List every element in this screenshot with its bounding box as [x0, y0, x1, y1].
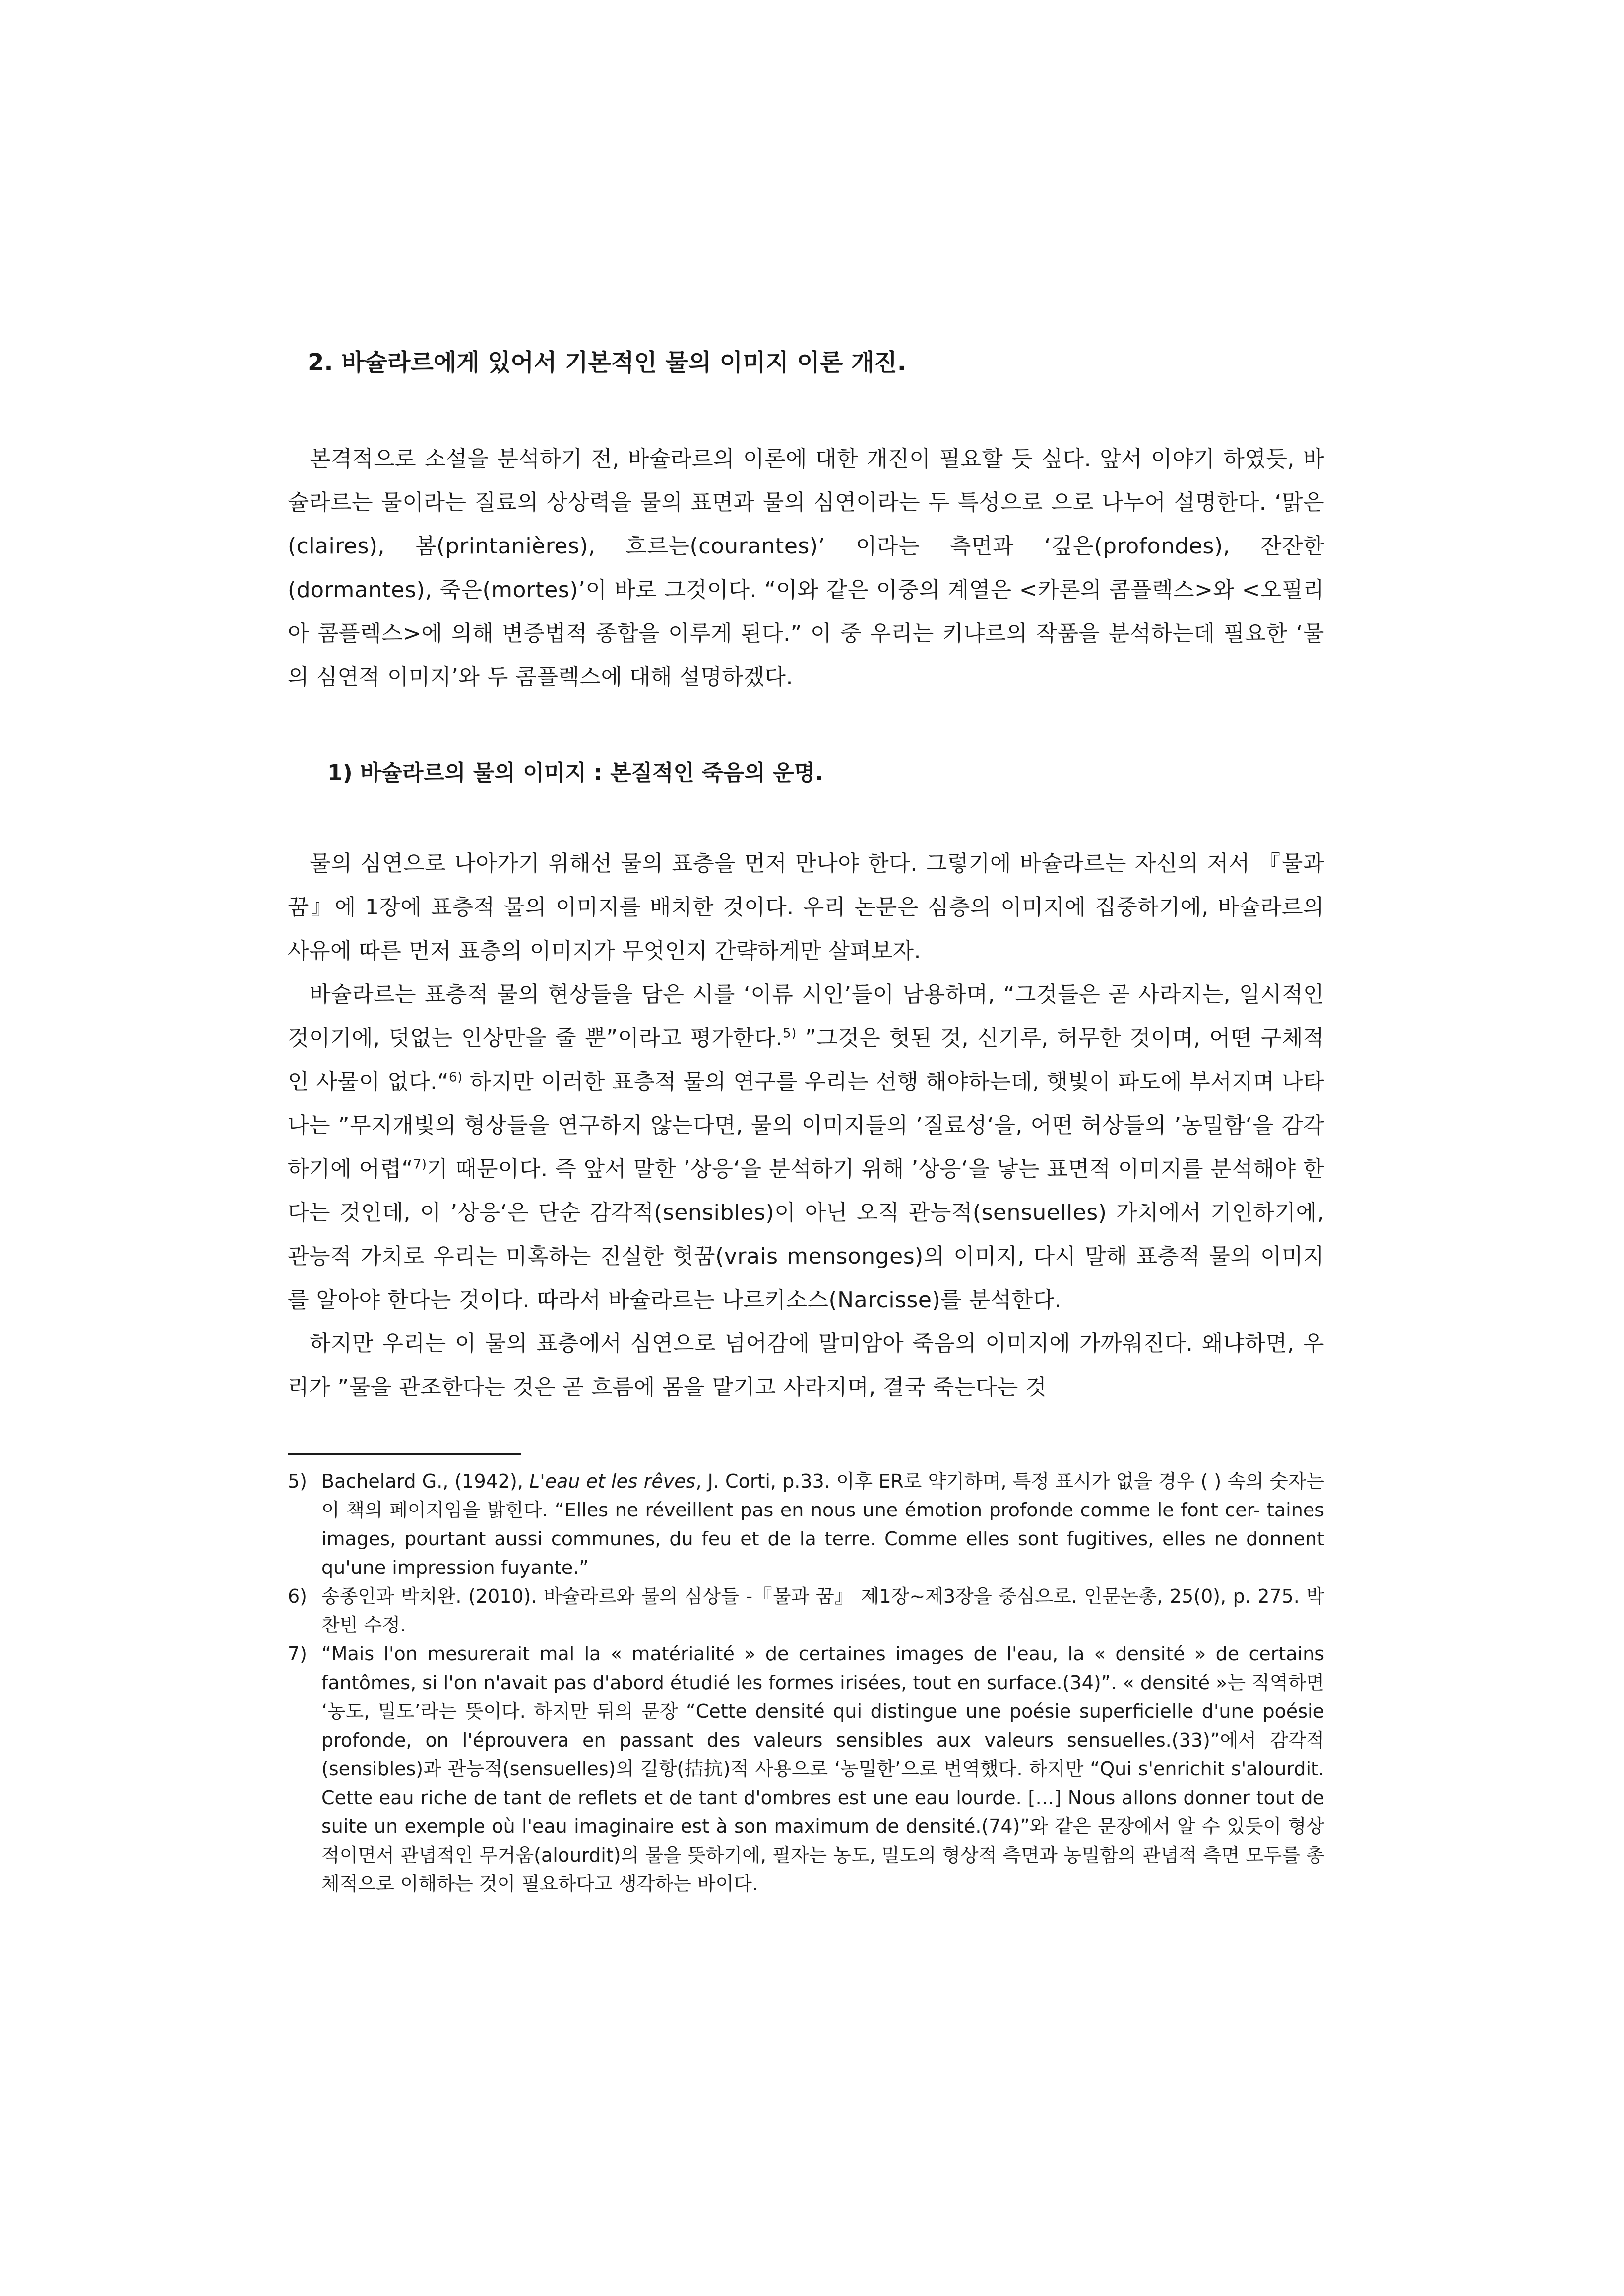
footnote-ref-5: 5)	[783, 1026, 797, 1041]
paragraph-2-text-part-4: 기 때문이다. 즉 앞서 말한 ’상응‘을 분석하기 위해 ’상응‘을 낳는 표면적 이미지를 분석해야 한다는 것인데, 이 ’상응‘은 단순 감각적(sensibles)이 아닌 오직 관능적(sensuelles) 가치에서 기인하기에, 관능적 가치로 우리는 미혹하는 진실한 헛꿈(vrais mensonges)의 이미지, 다시 말해 표층적 물의 이미지를 알아야 한다는 것이다. 따라서 바슐라르는 나르키소스(Narcisse)를 분석한다.	[288, 1156, 1324, 1313]
footnote-citation-prefix: Bachelard G., (1942),	[321, 1470, 530, 1492]
footnote-6	[288, 1582, 1324, 1639]
paragraph-2-text-part-2: ”그것은 헛된 것, 신기루, 허무한 것이며, 어떤 구체적인 사물이 없다.“	[288, 1025, 1324, 1094]
body-paragraph-1: 물의 심연으로 나아가기 위해선 물의 표층을 먼저 만나야 한다. 그렇기에 바슐라르는 자신의 저서 『물과 꿈』에 1장에 표층적 물의 이미지를 배치한 것이다. 우리 논문은 심층의 이미지에 집중하기에, 바슐라르의 사유에 따른 먼저 표층의 이미지가 무엇인지 간략하게만 살펴보자.	[288, 850, 1325, 964]
footnote-7	[288, 1639, 1324, 1898]
paragraph-2-text-part-3: 하지만 이러한 표층적 물의 연구를 우리는 선행 해야하는데, 햇빛이 파도에 부서지며 나타나는 ”무지개빛의 형상들을 연구하지 않는다면, 물의 이미지들의 ’질료성‘을, 어떤 허상들의 ’농밀함‘을 감각하기에 어렵“	[288, 1069, 1324, 1182]
footnote-text: 송종인과 박치완. (2010). 바슐라르와 물의 심상들 -『물과 꿈』 제1장~제3장을 중심으로. 인문논총, 25(0), p. 275. 박찬빈 수정.	[321, 1585, 1324, 1636]
paragraph-2-text-part-1: 바슐라르는 표층적 물의 현상들을 담은 시를 ‘이류 시인’들이 남용하며, “그것들은 곧 사라지는, 일시적인 것이기에, 덧없는 인상만을 줄 뿐”이라고 평가한다.	[288, 981, 1324, 1051]
footnote-citation-rest: , J. Corti, p.33. 이후 ER로 약기하며, 특정 표시가 없을 경우 ( ) 속의 숫자는 이 책의 페이지임을 밝힌다. “Elles ne réveillent pas en nous une émotion profonde comme le font cer- taines images, pourtant aussi communes, du feu et de la terre. Comme elles sont fugitives, elles ne donnent qu'une impression fuyante.”	[321, 1470, 1325, 1578]
body-paragraph-2	[288, 973, 1324, 1322]
footnote-number: 6)	[288, 1585, 308, 1607]
footnote-divider	[288, 1453, 521, 1455]
section-title: 2. 바슐라르에게 있어서 기본적인 물의 이미지 이론 개진.	[308, 349, 906, 376]
body-paragraph-3: 하지만 우리는 이 물의 표층에서 심연으로 넘어감에 말미암아 죽음의 이미지에 가까워진다. 왜냐하면, 우리가 ”물을 관조한다는 것은 곧 흐름에 몸을 맡기고 사라지며, 결국 죽는다는 것	[288, 1330, 1324, 1400]
footnote-ref-6: 6)	[448, 1069, 463, 1085]
intro-paragraph: 본격적으로 소설을 분석하기 전, 바슐라르의 이론에 대한 개진이 필요할 듯 싶다. 앞서 이야기 하였듯, 바슐라르는 물이라는 질료의 상상력을 물의 표면과 물의 심연이라는 두 특성으로 으로 나누어 설명한다. ‘맑은(claires), 봄(printanières), 흐르는(courantes)’ 이라는 측면과 ‘깊은(profondes), 잔잔한(dormantes), 죽은(mortes)’이 바로 그것이다. “이와 같은 이중의 계열은 <카론의 콤플렉스>와 <오필리아 콤플렉스>에 의해 변증법적 종합을 이루게 된다.” 이 중 우리는 키냐르의 작품을 분석하는데 필요한 ‘물의 심연적 이미지’와 두 콤플렉스에 대해 설명하겠다.	[288, 446, 1324, 690]
footnote-number: 7)	[288, 1643, 308, 1665]
main-content	[288, 347, 1324, 1409]
footnote-ref-7: 7)	[413, 1156, 427, 1172]
subsection-title: 1) 바슐라르의 물의 이미지 : 본질적인 죽음의 운명.	[327, 760, 823, 786]
footnote-text	[321, 1467, 1324, 1582]
footnote-number: 5)	[288, 1470, 308, 1492]
footnote-book-title: L'eau et les rêves	[529, 1470, 696, 1492]
footnote-text: “Mais l'on mesurerait mal la « matérialité » de certaines images de l'eau, la « densité » de certains fantômes, si l'on n'avait pas d'abord étudié les formes irisées, tout en surface.(34)”. « densité »는 직역하면 ‘농도, 밀도’라는 뜻이다. 하지만 뒤의 문장 “Cette densité qui distingue une poésie superficielle d'une poésie profonde, on l'éprouvera en passant des valeurs sensibles aux valeurs sensuelles.(33)”에서 감각적(sensibles)과 관능적(sensuelles)의 길항(拮抗)적 사용으로 ‘농밀한’으로 번역했다. 하지만 “Qui s'enrichit s'alourdit. Cette eau riche de tant de reflets et de tant d'ombres est une eau lourde. […] Nous allons donner tout de suite un exemple où l'eau imaginaire est à son maximum de densité.(74)”와 같은 문장에서 알 수 있듯이 형상적이면서 관념적인 무거움(alourdit)의 물을 뜻하기에, 필자는 농도, 밀도의 형상적 측면과 농밀함의 관념적 측면 모두를 총체적으로 이해하는 것이 필요하다고 생각하는 바이다.	[321, 1643, 1324, 1895]
footnotes-section	[288, 1467, 1324, 1898]
footnote-5	[288, 1467, 1324, 1582]
